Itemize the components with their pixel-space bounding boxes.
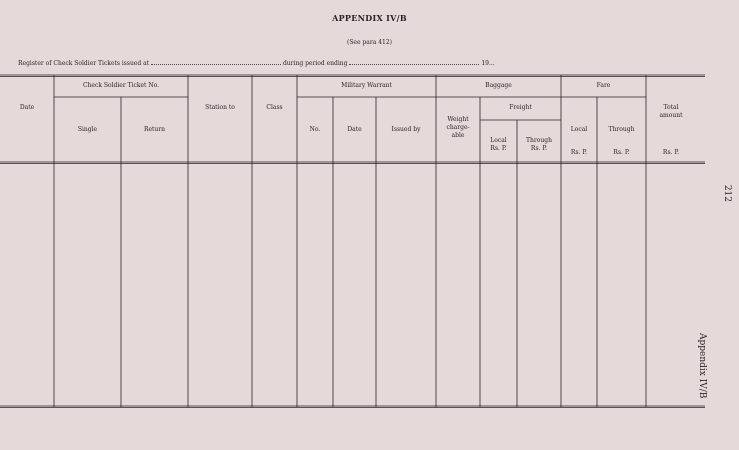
header-mw-no: No. <box>309 126 321 133</box>
header-fare: Fare <box>596 82 611 89</box>
header-return: Return <box>143 126 166 133</box>
header-class: Class <box>266 104 283 111</box>
page-subtitle: (See para 412) <box>346 39 393 46</box>
freight-local-rs-p: Rs. P. <box>490 145 507 152</box>
register-prefix: Register of Check Soldier Tickets issued at <box>18 60 150 67</box>
page-title: APPENDIX IV/B <box>332 13 407 23</box>
header-fare-through: Through <box>608 126 635 133</box>
header-freight: Freight <box>509 104 532 111</box>
header-weight-chargeable <box>436 116 480 140</box>
weight-line-2: charge- <box>446 124 470 131</box>
header-check-ticket: Check Soldier Ticket No. <box>82 82 160 89</box>
header-fare-local-rs-p: Rs. P. <box>570 149 588 156</box>
header-baggage: Baggage <box>485 82 512 89</box>
header-freight-local <box>480 137 517 153</box>
freight-through-rs-p: Rs. P. <box>530 145 548 152</box>
header-single: Single <box>77 126 98 133</box>
header-total-rs-p: Rs. P. <box>662 149 680 156</box>
header-station-to: Station to <box>205 104 235 111</box>
register-suffix: 19... <box>481 60 495 67</box>
weight-line-3: able <box>451 132 465 139</box>
weight-line-1: Weight <box>447 116 469 123</box>
margin-section-label: Appendix IV/B <box>697 333 707 399</box>
page-number: 212 <box>722 184 732 202</box>
total-line-1: Total <box>663 104 679 111</box>
header-mw-date: Date <box>347 126 362 133</box>
header-military-warrant: Military Warrant <box>341 82 392 89</box>
header-date: Date <box>19 104 35 111</box>
header-total-amount <box>646 104 696 120</box>
register-middle: during period ending <box>282 60 348 67</box>
freight-through-label: Through <box>526 137 552 144</box>
header-freight-through <box>517 137 561 153</box>
freight-local-label: Local <box>490 137 507 144</box>
total-line-2: amount <box>659 112 683 119</box>
header-fare-local: Local <box>570 126 588 133</box>
header-fare-through-rs-p: Rs. P. <box>613 149 630 156</box>
header-mw-issued-by: Issued by <box>391 126 421 133</box>
